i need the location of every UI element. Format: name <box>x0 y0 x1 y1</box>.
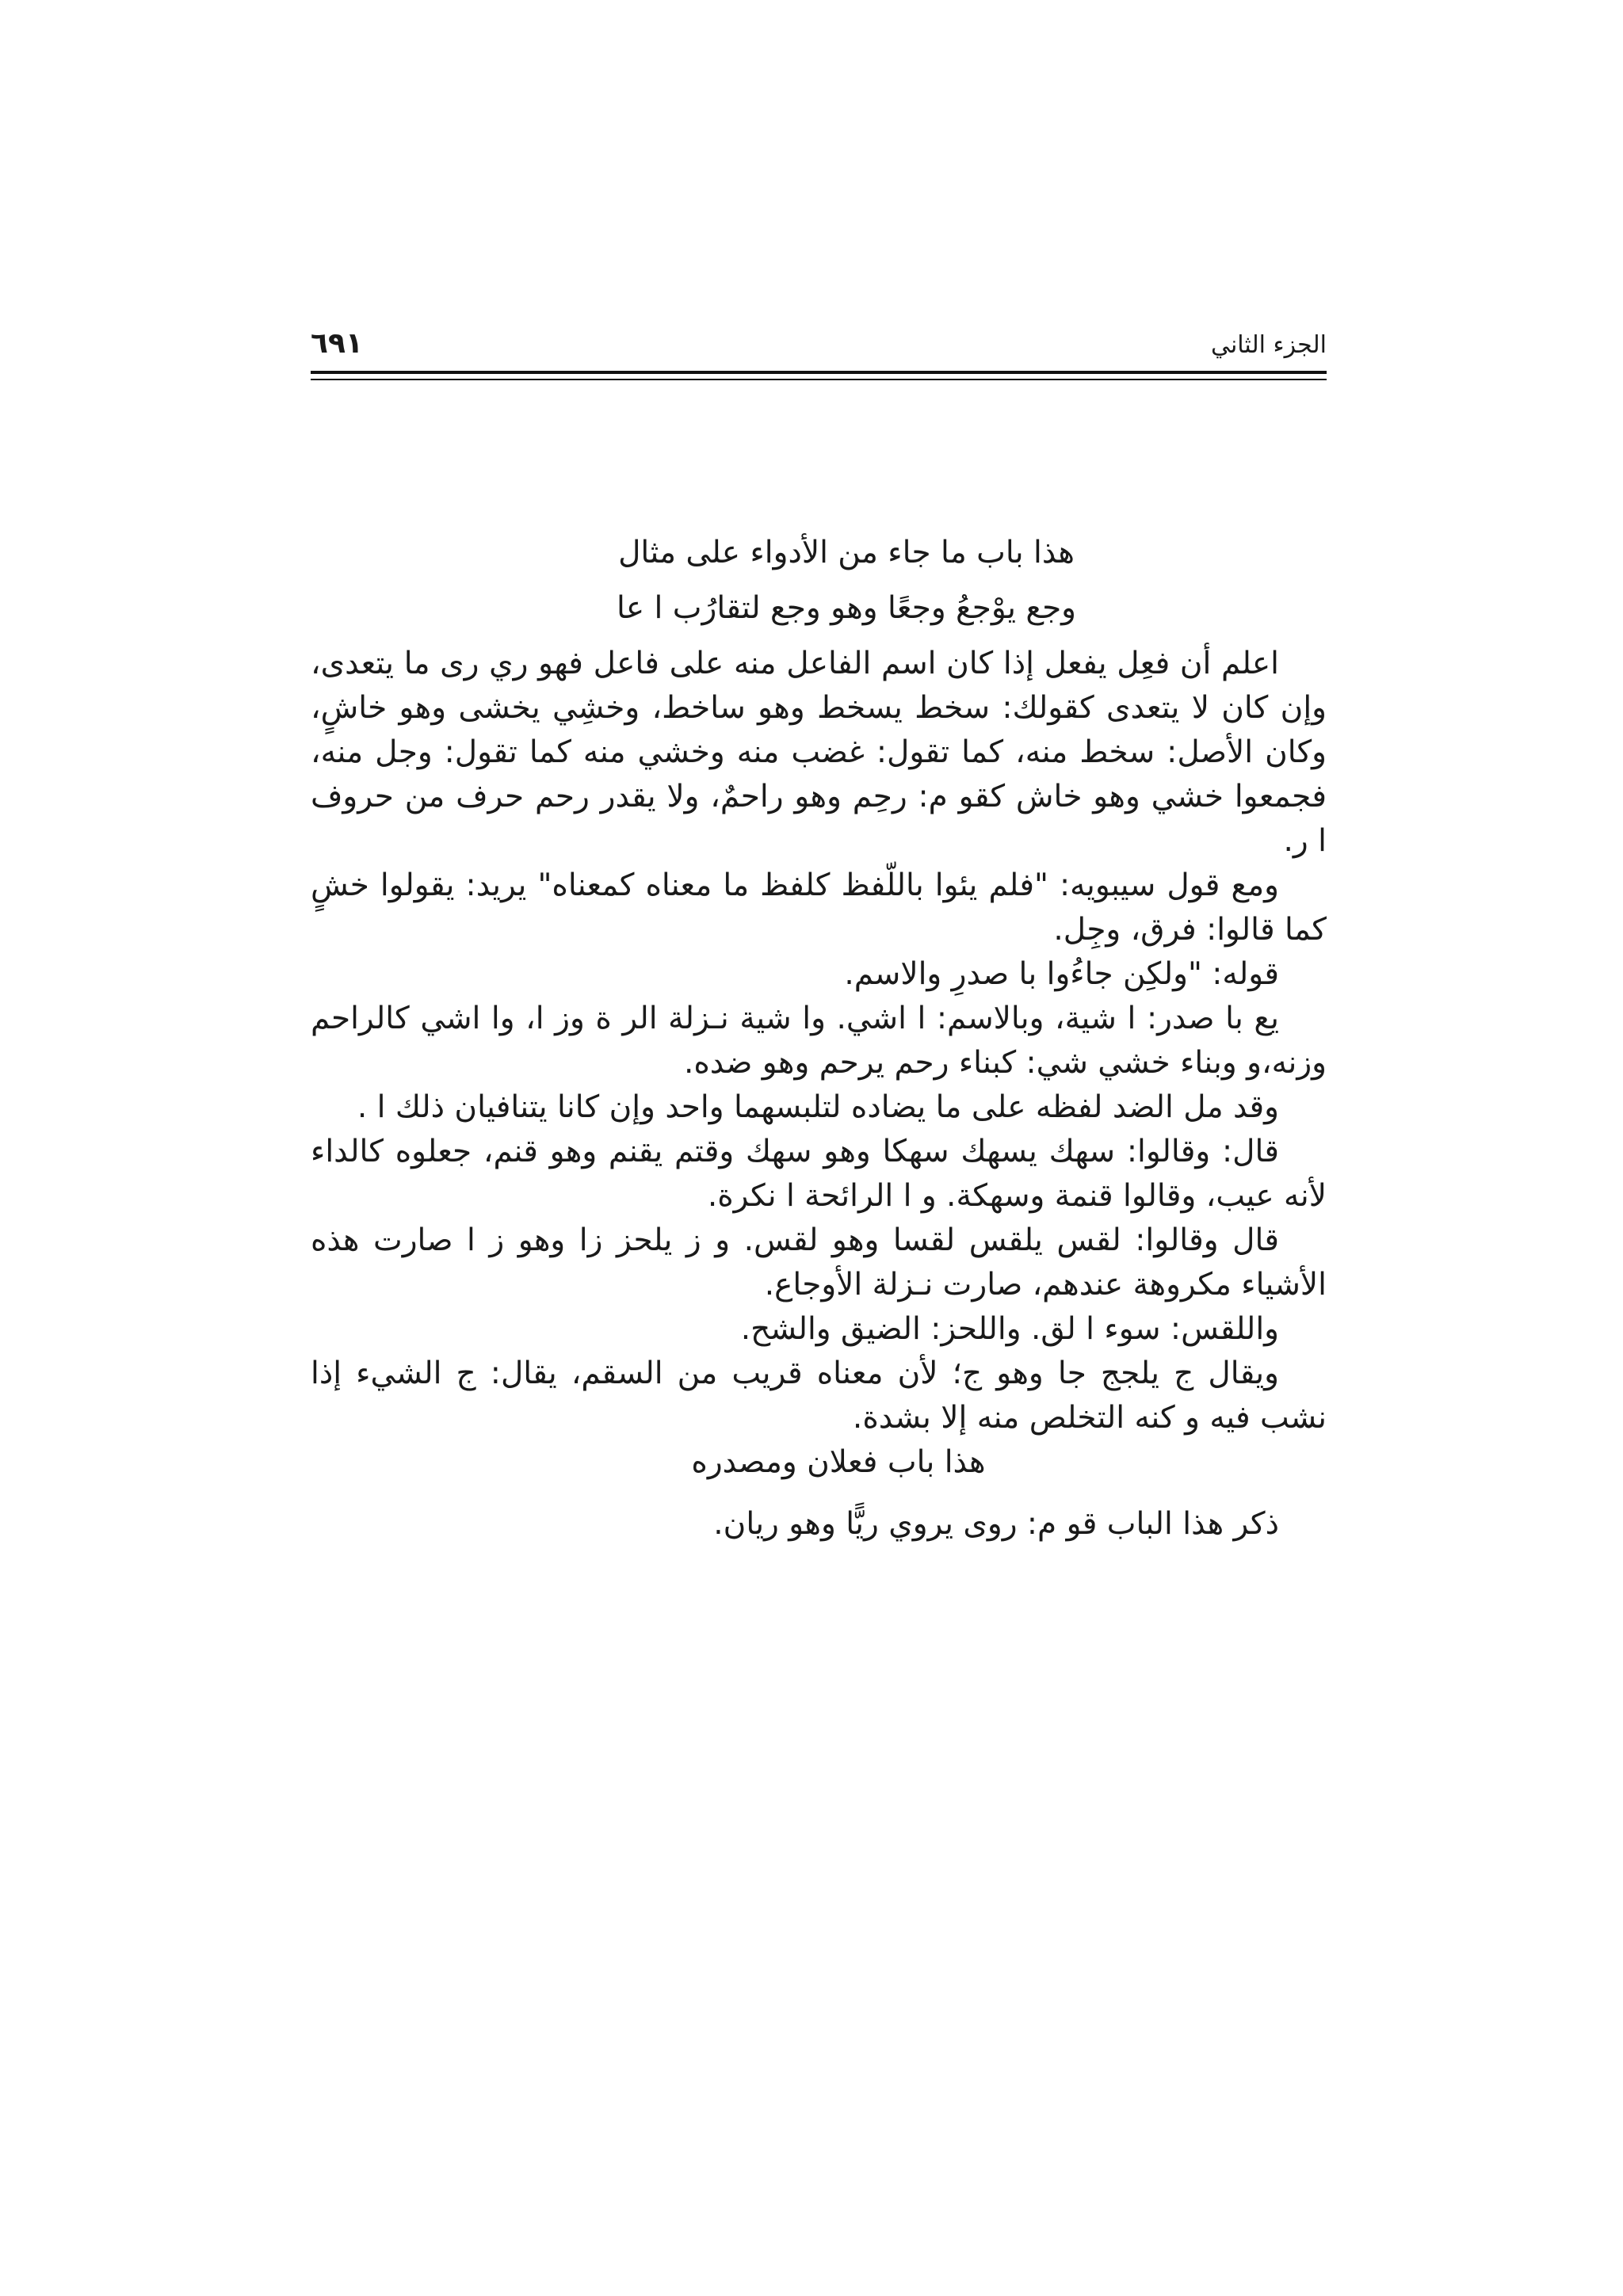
paragraph-6: قال: وقالوا: سهك يسهك سهكا وهو سهك وقتم يقنم وهو قنم، جعلوه كالداء لأنه عيب، وقالوا قنمة وسهكة. و ا الرائحة ا نكرة. <box>311 1134 1327 1214</box>
header-rule-thin <box>311 379 1327 380</box>
page-body <box>311 531 1327 1547</box>
paragraph-4: يع با صدر: ا شية، وبالاسم: ا اشي. وا شية نـزلة الر ة وز ا، وا اشي كالراحم وزنه،و وبناء خشي شي: كبناء رحم يرحم وهو ضده. <box>311 1001 1327 1081</box>
paragraph-2: ومع قول سيبويه: "فلم يئوا باللّفظ كلفظ ما معناه كمعناه" يريد: يقولوا خشٍ كما قالوا: فرق، وجِل. <box>311 868 1327 948</box>
paragraph-5: وقد مل الضد لفظه على ما يضاده لتلبسهما واحد وإن كانا يتنافيان ذلك ا . <box>357 1089 1279 1125</box>
paragraph-9: ويقال ج يلجج جا وهو ج؛ لأن معناه قريب من السقم، يقال: ج الشيء إذا نشب فيه و كنه التخلص منه إلا بشدة. <box>311 1356 1327 1436</box>
section-title: هذا باب فعلان ومصدره <box>691 1444 986 1480</box>
last-paragraph: ذكر هذا الباب قو م: روى يروي ريًّا وهو ريان. <box>713 1506 1279 1542</box>
paragraph-7: قال وقالوا: لقس يلقس لقسا وهو لقس. و ز يلحز زا وهو ز ا صارت هذه الأشياء مكروهة عندهم، صارت نـزلة الأوجاع. <box>311 1222 1327 1302</box>
chapter-title-line-1: هذا باب ما جاء من الأدواء على مثال <box>618 535 1075 570</box>
header-rule-thick <box>311 371 1327 374</box>
running-title: الجزء الثاني <box>1210 331 1327 359</box>
page-header <box>311 322 1327 369</box>
paragraph-3: قوله: "ولكِن جاءُوا با صدرِ والاسم. <box>844 956 1279 992</box>
chapter-title-line-2: وجع يوْجعُ وجعًا وهو وجع لتقارُب ا عا <box>616 590 1077 626</box>
paragraph-1: اعلم أن فعِل يفعل إذا كان اسم الفاعل منه على فاعل فهو ري رى ما يتعدى، وإن كان لا يتعدى كقولك: سخط يسخط وهو ساخط، وخشِي يخشى وهو خاشٍ، وكان الأصل: سخط منه، كما تقول: غضب منه وخشي منه كما تقول: وجل منه، فجمعوا خشي وهو خاش كقو م: رحِم وهو راحمٌ، ولا يقدر رحم حرف من حروف ا ر. <box>311 646 1327 859</box>
paragraph-8: واللقس: سوء ا لق. واللحز: الضيق والشح. <box>740 1311 1279 1347</box>
page-number: ٦٩١ <box>311 327 363 360</box>
